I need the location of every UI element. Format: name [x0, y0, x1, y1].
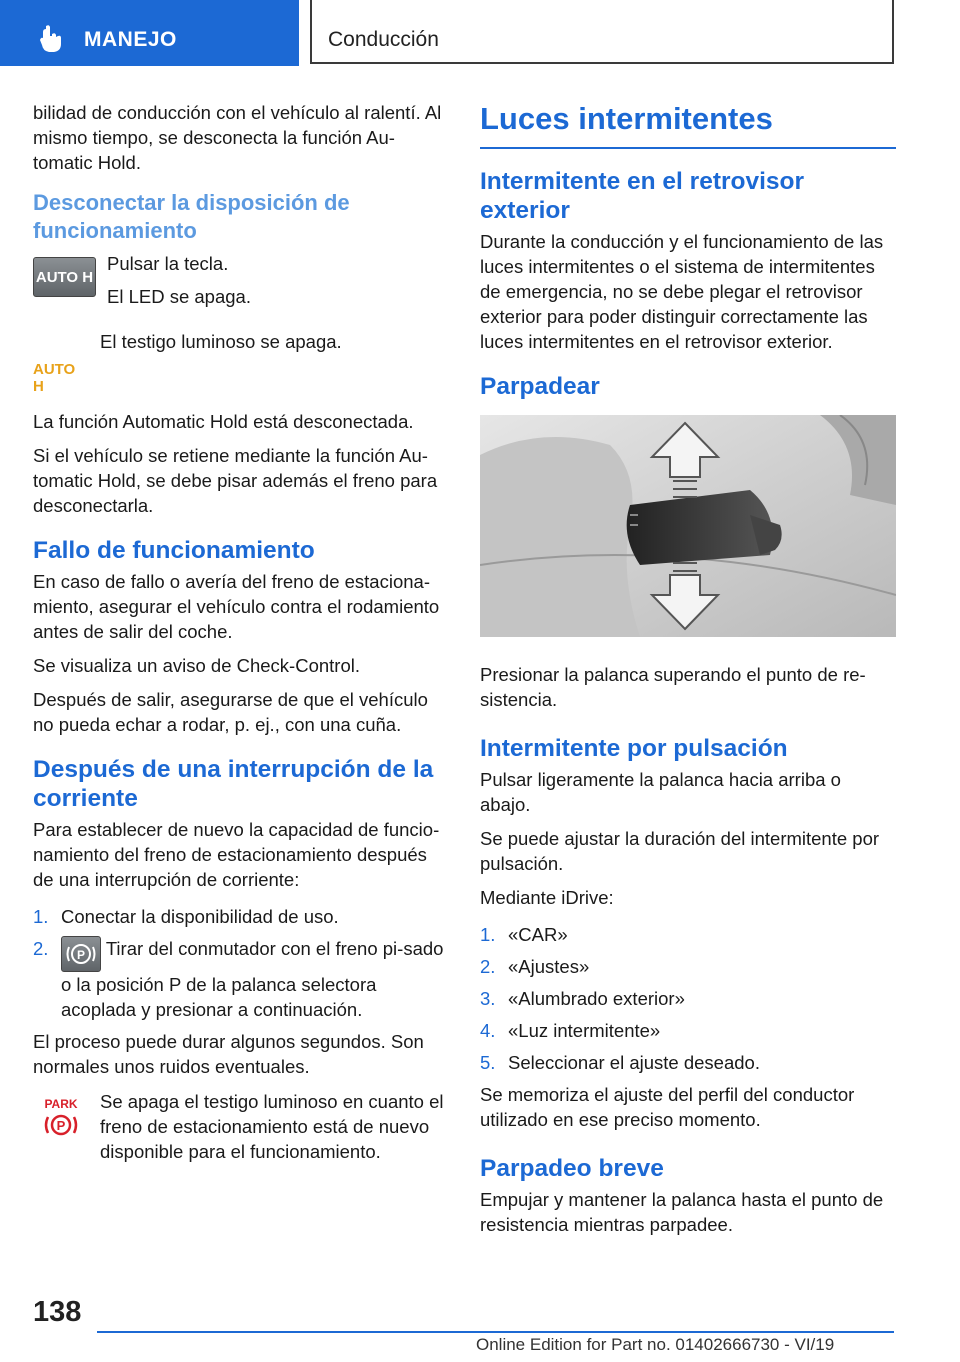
list-item: 3. «Alumbrado exterior» — [480, 988, 685, 1009]
press-button-step — [33, 251, 449, 317]
heading-malfunction: Fallo de funcionamiento — [33, 537, 315, 564]
page-number: 138 — [33, 1296, 82, 1328]
tap-text-2: Se puede ajustar la duración del intermitente por pulsación. — [480, 828, 880, 874]
park-lamp-row — [33, 1089, 449, 1172]
memory-text: Se memoriza el ajuste del perfil del conductor utilizado en ese preciso momento. — [480, 1084, 855, 1130]
heading-brief-blink: Parpadeo breve — [480, 1155, 664, 1182]
malfunction-text-2: Se visualiza un aviso de Check-Control. — [33, 655, 360, 676]
tap-text-3: Mediante iDrive: — [480, 887, 614, 908]
brief-text: Empujar y mantener la palanca hasta el punto de resistencia mientras parpadee. — [480, 1189, 884, 1235]
chapter-box — [310, 0, 894, 64]
parking-brake-switch-icon — [61, 936, 101, 972]
lamp-off-text: El testigo luminoso se apaga. — [100, 331, 342, 352]
malfunction-text-1: En caso de fallo o avería del freno de estaciona‐miento, asegurar el vehículo contra el rodamiento antes de salir del coche. — [33, 571, 440, 642]
tap-text-1: Pulsar ligeramente la palanca hacia arriba o abajo. — [480, 769, 841, 815]
process-text: El proceso puede durar algunos segundos. Son normales unos ruidos eventuales. — [33, 1031, 424, 1077]
retained-text: Si el vehículo se retiene mediante la función Au‐tomatic Hold, se debe pisar además el freno para desconectarla. — [33, 445, 438, 516]
list-item: 2. P Tirar del conmutador con el freno pi‐sado o la posición P de la palanca selectora acoplada y presionar a continuación. — [33, 938, 444, 1020]
edition-text: Online Edition for Part no. 01402666730 - VI/19 — [476, 1335, 835, 1354]
mirror-text: Durante la conducción y el funcionamiento de las luces intermitentes o el sistema de intermitentes de emergencia, no se debe plegar el retrovisor exterior para poder distinguir correctamente las luces intermitentes en el retrovisor exterior. — [480, 231, 884, 352]
park-lamp-icon — [39, 1095, 83, 1139]
chapter-title: Conducción — [328, 28, 439, 51]
step-led-text: El LED se apaga. — [107, 286, 251, 307]
heading-turn-signals: Luces intermitentes — [480, 100, 896, 149]
left-column — [33, 100, 449, 1180]
heading-tap-signal: Intermitente por pulsación — [480, 735, 788, 762]
right-column — [480, 100, 896, 1246]
heading-deactivate: Desconectar la disposición de funcionamiento — [33, 190, 350, 243]
power-text: Para establecer de nuevo la capacidad de funcio‐namiento del freno de estacionamiento después de una interrupción de corriente: — [33, 819, 440, 890]
malfunction-text-3: Después de salir, asegurarse de que el vehículo no pueda echar a rodar, p. ej., con una cuña. — [33, 689, 428, 735]
step-press-text: Pulsar la tecla. — [107, 253, 229, 274]
list-item: 4. «Luz intermitente» — [480, 1020, 661, 1041]
svg-text:P: P — [56, 1118, 66, 1133]
lamp-off-row — [33, 329, 449, 395]
heading-power-interruption: Después de una interrupción de la corriente — [33, 756, 434, 812]
list-item: 2. «Ajustes» — [480, 956, 590, 977]
blink-text: Presionar la palanca superando el punto de re‐sistencia. — [480, 664, 866, 710]
auto-h-button-icon: AUTO H — [33, 257, 96, 297]
list-item: 1. Conectar la disponibilidad de uso. — [33, 906, 339, 927]
heading-blink: Parpadear — [480, 373, 600, 400]
list-item: 5. Seleccionar el ajuste deseado. — [480, 1052, 760, 1073]
hand-icon — [38, 24, 66, 54]
idrive-steps-list — [480, 922, 896, 1075]
park-lamp-text: Se apaga el testigo luminoso en cuanto el freno de estacionamiento está de nuevo disponible para el funcionamiento. — [100, 1091, 444, 1162]
section-title: MANEJO — [84, 28, 177, 51]
footer-divider — [97, 1331, 894, 1333]
heading-mirror-signal: Intermitente en el retrovisor exterior — [480, 168, 805, 224]
section-tab — [0, 0, 299, 66]
turn-signal-lever-image — [480, 415, 896, 637]
list-item: 1. «CAR» — [480, 924, 568, 945]
auto-h-lamp-icon: AUTO H — [33, 361, 76, 395]
power-steps-list — [33, 904, 449, 1022]
disconnected-text: La función Automatic Hold está desconectada. — [33, 411, 414, 432]
svg-text:PARK: PARK — [44, 1097, 78, 1111]
intro-paragraph: bilidad de conducción con el vehículo al ralentí. Al mismo tiempo, se desconecta la función Au‐tomatic Hold. — [33, 102, 442, 173]
svg-text:P: P — [76, 948, 86, 962]
